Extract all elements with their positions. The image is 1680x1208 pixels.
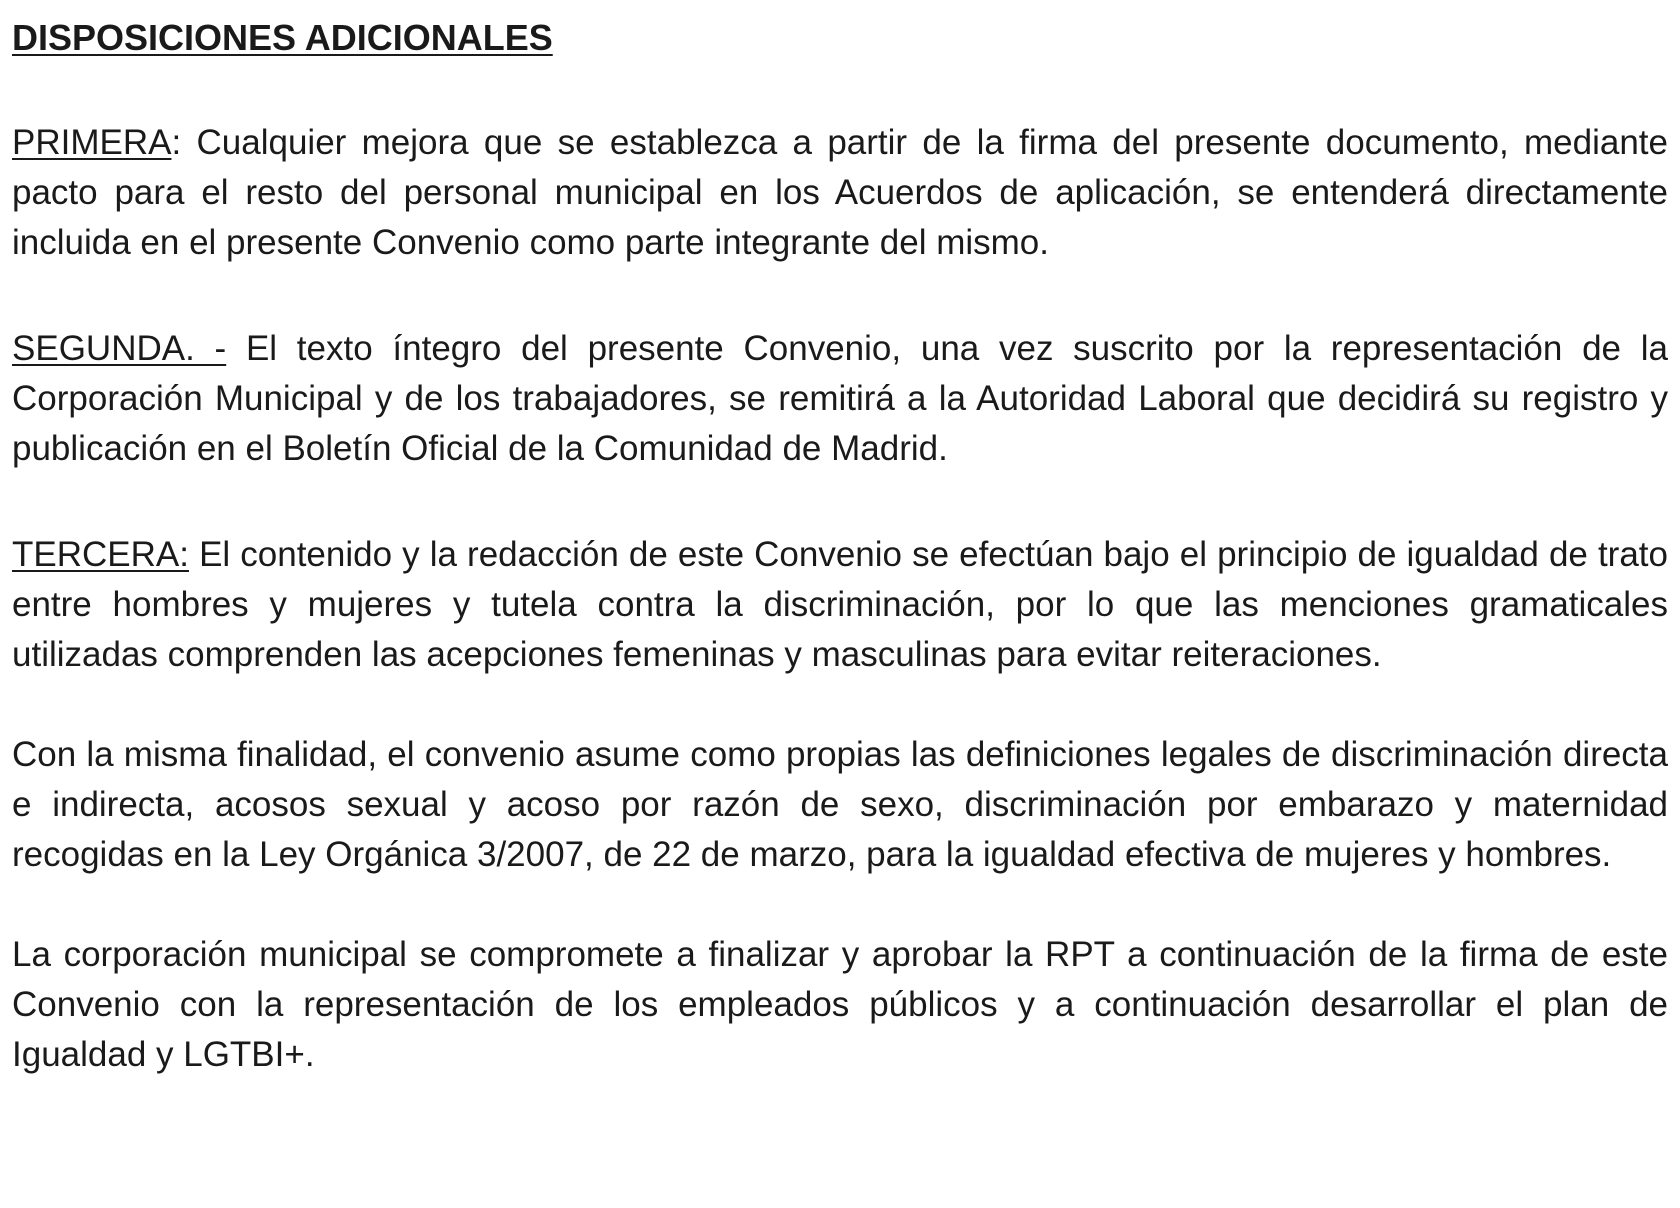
section-segunda-text: El texto íntegro del presente Convenio, una vez suscrito por la representación de la Corporación Municipal y de los trabajadores, se remitirá a la Autoridad Laboral que decidirá su registro y publicación en el Boletín Oficial de la Comunidad de Madrid. bbox=[12, 329, 1668, 468]
section-tercera bbox=[12, 530, 1668, 680]
section-tercera-separator bbox=[189, 535, 199, 574]
paragraph-rpt-compromiso: La corporación municipal se compromete a finalizar y aprobar la RPT a continuación de la firma de este Convenio con la representación de los empleados públicos y a continuación desarrollar el plan de Igualdad y LGTBI+. bbox=[12, 935, 1668, 1074]
section-tercera-lead: TERCERA: bbox=[12, 535, 189, 574]
section-primera bbox=[12, 118, 1668, 268]
section-primera-lead: PRIMERA bbox=[12, 123, 172, 162]
section-segunda-separator bbox=[226, 329, 246, 368]
section-primera-separator: : bbox=[171, 123, 197, 162]
document-title: DISPOSICIONES ADICIONALES bbox=[12, 17, 553, 58]
paragraph-misma-finalidad: Con la misma finalidad, el convenio asume como propias las definiciones legales de discriminación directa e indirecta, acosos sexual y acoso por razón de sexo, discriminación por embarazo y maternidad recogidas en la Ley Orgánica 3/2007, de 22 de marzo, para la igualdad efectiva de mujeres y hombres. bbox=[12, 735, 1668, 874]
section-segunda-lead: SEGUNDA. - bbox=[12, 329, 227, 368]
section-primera-text: Cualquier mejora que se establezca a partir de la firma del presente documento, mediante pacto para el resto del personal municipal en los Acuerdos de aplicación, se entenderá directamente incluida en el presente Convenio como parte integrante del mismo. bbox=[12, 123, 1668, 262]
section-segunda bbox=[12, 324, 1668, 474]
section-tercera-text: El contenido y la redacción de este Convenio se efectúan bajo el principio de igualdad de trato entre hombres y mujeres y tutela contra la discriminación, por lo que las menciones gramaticales utilizadas comprenden las acepciones femeninas y masculinas para evitar reiteraciones. bbox=[12, 535, 1668, 674]
